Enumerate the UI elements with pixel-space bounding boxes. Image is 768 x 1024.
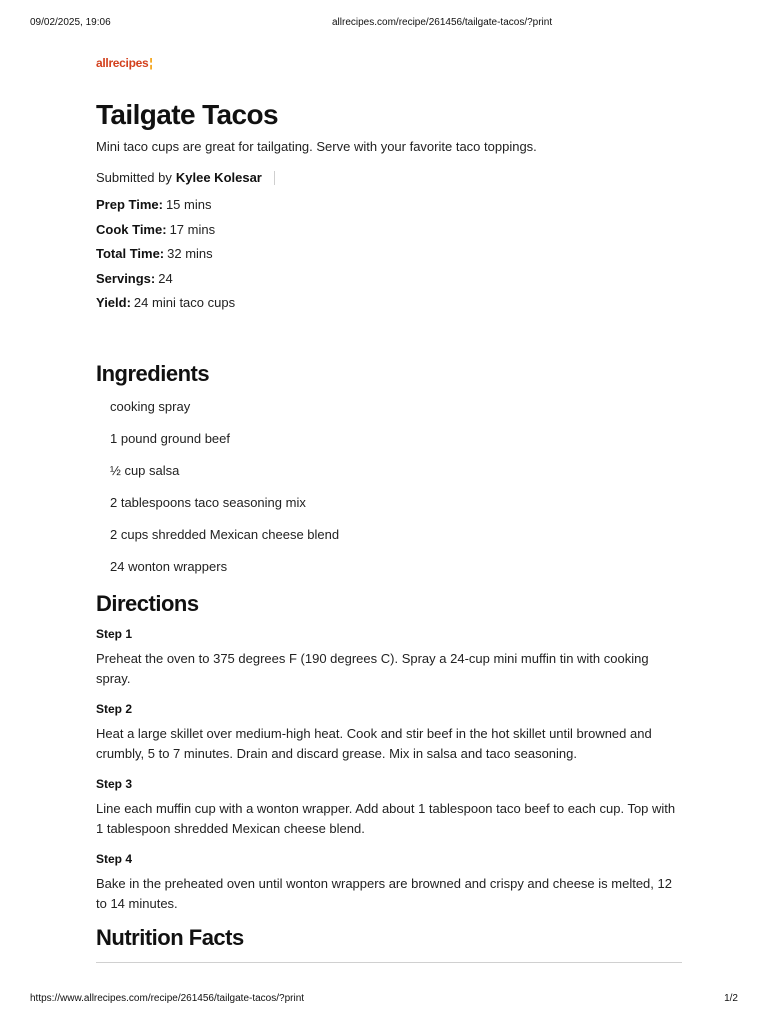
step-label: Step 1 <box>96 627 133 641</box>
meta-cook-time <box>96 221 684 239</box>
byline-divider <box>274 171 275 185</box>
page-number: 1/2 <box>724 993 738 1004</box>
print-date: 09/02/2025, 19:06 <box>30 17 111 28</box>
step-label: Step 4 <box>96 852 133 866</box>
recipe-summary: Mini taco cups are great for tailgating. Serve with your favorite taco toppings. <box>96 139 537 154</box>
meta-total-time <box>96 245 684 263</box>
meta-label: Total Time: <box>96 246 165 261</box>
ingredient-list <box>110 398 684 576</box>
meta-label: Prep Time: <box>96 197 163 212</box>
recipe-content <box>96 54 684 963</box>
direction-step <box>96 701 684 764</box>
step-text: Heat a large skillet over medium-high heat. Cook and stir beef in the hot skillet until browned and crumbly, 5 to 7 minutes. Drain and discard grease. Mix in salsa and taco seasoning. <box>96 726 652 761</box>
ingredient-item: 2 tablespoons taco seasoning mix <box>110 495 306 510</box>
ingredient-item: 1 pound ground beef <box>110 431 230 446</box>
step-text: Preheat the oven to 375 degrees F (190 degrees C). Spray a 24-cup mini muffin tin with cooking spray. <box>96 651 649 686</box>
meta-yield <box>96 294 684 312</box>
meta-value: 24 <box>158 270 173 286</box>
step-text: Bake in the preheated oven until wonton wrappers are browned and crispy and cheese is melted, 12 to 14 minutes. <box>96 876 672 911</box>
directions-steps <box>96 626 684 914</box>
print-footer <box>30 993 738 1007</box>
step-label: Step 2 <box>96 702 133 716</box>
recipe-meta <box>96 196 684 312</box>
byline <box>96 169 684 187</box>
meta-value: 15 mins <box>165 197 212 212</box>
direction-step <box>96 626 684 689</box>
nutrition-divider <box>96 962 682 963</box>
recipe-title: Tailgate Tacos <box>96 99 278 130</box>
author-name[interactable]: Kylee Kolesar <box>175 170 262 185</box>
ingredient-item: ½ cup salsa <box>110 463 180 478</box>
meta-label: Yield: <box>96 295 131 310</box>
logo-mark-icon: ¦ <box>149 56 153 70</box>
meta-value: 24 mini taco cups <box>133 295 236 310</box>
logo-text: allrecipes <box>96 56 149 70</box>
meta-servings <box>96 270 684 288</box>
step-text: Line each muffin cup with a wonton wrapper. Add about 1 tablespoon taco beef to each cup. Top with 1 tablespoon shredded Mexican cheese blend. <box>96 801 676 836</box>
ingredients-heading: Ingredients <box>96 361 210 386</box>
meta-value: 32 mins <box>167 246 213 261</box>
meta-value: 17 mins <box>169 221 216 237</box>
nutrition-heading: Nutrition Facts <box>96 925 244 950</box>
direction-step <box>96 851 684 914</box>
print-url: allrecipes.com/recipe/261456/tailgate-tacos/?print <box>332 17 553 28</box>
step-label: Step 3 <box>96 777 133 791</box>
meta-label: Cook Time: <box>96 221 167 237</box>
ingredient-item: 2 cups shredded Mexican cheese blend <box>110 527 340 542</box>
direction-step <box>96 776 684 839</box>
print-header <box>30 17 738 33</box>
meta-prep-time <box>96 196 684 214</box>
allrecipes-logo[interactable] <box>96 56 152 70</box>
footer-url: https://www.allrecipes.com/recipe/261456/tailgate-tacos/?print <box>30 993 305 1004</box>
directions-heading: Directions <box>96 591 199 616</box>
meta-label: Servings: <box>96 270 156 286</box>
ingredient-item: cooking spray <box>110 399 191 414</box>
submitted-by-label: Submitted by <box>96 170 172 185</box>
ingredient-item: 24 wonton wrappers <box>110 559 228 574</box>
